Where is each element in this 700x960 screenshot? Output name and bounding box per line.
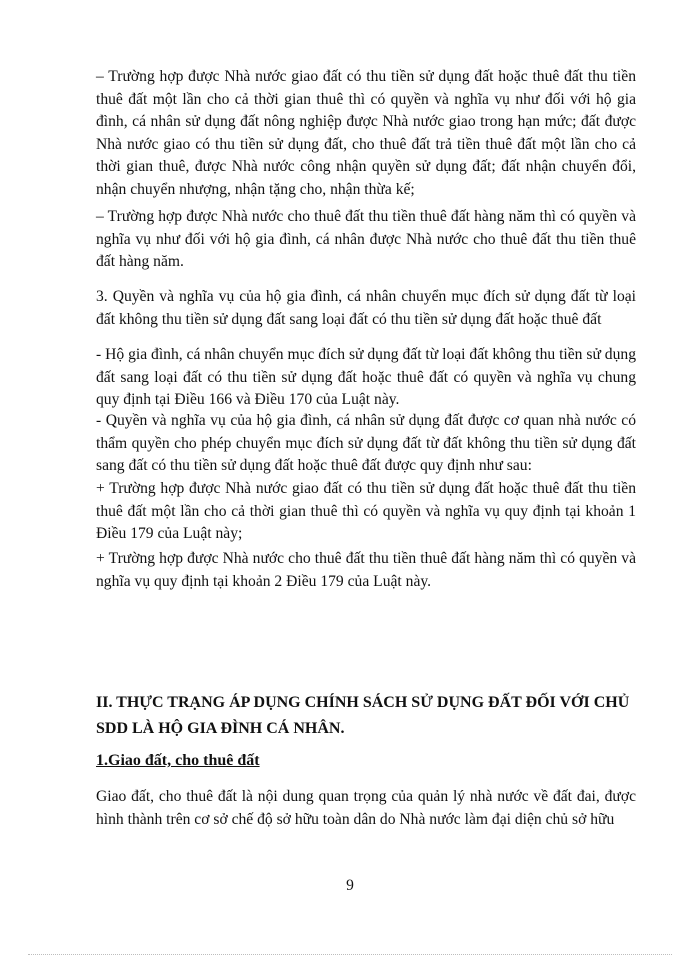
page-bottom-divider [28,954,672,955]
page-number: 9 [346,877,354,894]
body-paragraph: Giao đất, cho thuê đất là nội dung quan trọng của quản lý nhà nước về đất đai, được hình thành trên cơ sở chế độ sở hữu toàn dân do Nhà nước làm đại diện chủ sở hữu [96,788,636,828]
paragraph-purpose-change: - Hộ gia đình, cá nhân chuyển mục đích sử dụng đất từ loại đất không thu tiền sử dụng đất sang loại đất có thu tiền sử dụng đất hoặc thuê đất có quyền và nghĩa vụ chung quy định tại Điều 166 và Điều 170 của Luật này. [96,346,636,408]
paragraph-one-time-lease: + Trường hợp được Nhà nước giao đất có thu tiền sử dụng đất hoặc thuê đất thu tiền thuê đất một lần cho cả thời gian thuê thì có quyền và nghĩa vụ quy định tại khoản 1 Điều 179 của Luật này; [96,480,636,542]
paragraph-land-allocation-fee: – Trường hợp được Nhà nước giao đất có thu tiền sử dụng đất hoặc thuê đất thu tiền thuê đất một lần cho cả thời gian thuê thì có quyền và nghĩa vụ như đối với hộ gia đình, cá nhân sử dụng đất nông nghiệp được Nhà nước giao trong hạn mức; đất được Nhà nước giao có thu tiền sử dụng đất, cho thuê đất trả tiền thuê đất một lần cho cả thời gian thuê, được Nhà nước công nhận quyền sử dụng đất; đất nhận chuyển đổi, nhận chuyển nhượng, nhận tặng cho, nhận thừa kế; [96,68,636,198]
paragraph-rights-obligations: - Quyền và nghĩa vụ của hộ gia đình, cá nhân sử dụng đất được cơ quan nhà nước có thẩm quyền cho phép chuyển mục đích sử dụng đất từ đất không thu tiền sử dụng đất sang đất có thu tiền sử dụng đất hoặc thuê đất được quy định như sau: [96,412,636,474]
subsection-heading: 1.Giao đất, cho thuê đất [96,752,260,769]
section-heading: II. THỰC TRẠNG ÁP DỤNG CHÍNH SÁCH SỬ DỤNG ĐẤT ĐỐI VỚI CHỦ SDD LÀ HỘ GIA ĐÌNH CÁ NHÂN. [96,694,630,737]
paragraph-annual-lease-2: + Trường hợp được Nhà nước cho thuê đất thu tiền thuê đất hàng năm thì có quyền và nghĩa vụ quy định tại khoản 2 Điều 179 của Luật này. [96,550,636,590]
paragraph-annual-lease: – Trường hợp được Nhà nước cho thuê đất thu tiền thuê đất hàng năm thì có quyền và nghĩa vụ như đối với hộ gia đình, cá nhân được Nhà nước cho thuê đất thu tiền thuê đất hàng năm. [96,208,636,270]
paragraph-item-3: 3. Quyền và nghĩa vụ của hộ gia đình, cá nhân chuyển mục đích sử dụng đất từ loại đất không thu tiền sử dụng đất sang loại đất có thu tiền sử dụng đất hoặc thuê đất [96,288,636,328]
